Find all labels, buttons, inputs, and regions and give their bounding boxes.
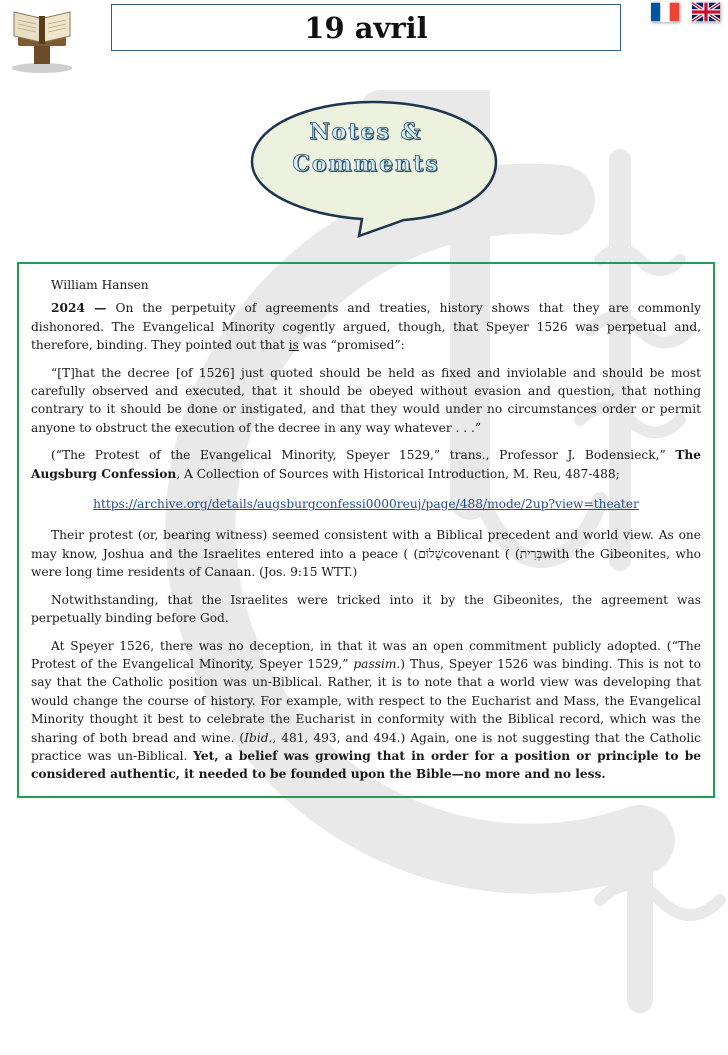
author-name: William Hansen	[51, 278, 149, 292]
citation-text-b: , A Collection of Sources with Historical Introduction, M. Reu, 487-488;	[176, 466, 620, 481]
book-title: The Augsburg Confession	[31, 448, 701, 481]
paragraph-citation	[31, 446, 701, 483]
paragraph-5: Notwithstanding, that the Israelites were tricked into it by the Gibeonites, the agreement was perpetually binding before God.	[31, 592, 701, 626]
article-box	[17, 262, 715, 798]
paragraph-6	[31, 637, 701, 784]
bubble-line-1: Notes &	[309, 119, 423, 145]
citation-text-a: (“The Protest of the Evangelical Minority, Speyer 1529,” trans., Professor J. Bodensieck,”	[51, 448, 676, 463]
underlined-word: is	[288, 338, 299, 353]
year-label: 2024 —	[51, 301, 107, 316]
link-paragraph	[31, 495, 701, 513]
paragraph-4: Their protest (or, bearing witness) seemed consistent with a Biblical precedent and world view. As one may know, Joshua and the Israelites entered into a peace ( (שָׁלוֹם‎covenant ( (בְּרִית‎with the Gibeonites, who were long time residents of Canaan. (Jos. 9:15 WTT.)	[31, 528, 701, 580]
paragraph-6-text-b: ) Thus, Speyer 1526 was binding. This is not to say that the Catholic position was un-Biblical. Rather, it is to note that a world view was developing that would change the course of history. For example, with respect to the Eucharist and Mass, the Evangelical Minority thought it best to celebrate the Eucharist in conformity with the Biblical record, which was the sharing of both bread and wine. (	[31, 656, 701, 745]
paragraph-6-text-a: At Speyer 1526, there was no deception, in that it was an open commitment publicly adopted. (“The Protest of the Evangelical Minority, Speyer 1529,”	[31, 638, 701, 671]
paragraph-1-text-b: was “promised”:	[298, 338, 405, 353]
date-title: 19 avril	[304, 10, 428, 45]
paragraph-6-text-c: , 481, 493, and 494.) Again, one is not suggesting that the Catholic practice was un-Biblical.	[31, 730, 702, 763]
bubble-line-2: Comments	[292, 151, 440, 177]
old-bible-on-stand-icon	[4, 2, 80, 74]
passim-italic: passim.	[353, 656, 401, 671]
paragraph-6-bold: Yet, a belief was growing that in order for a position or principle to be considered authentic, it needed to be founded upon the Bible—no more and no less.	[31, 748, 701, 782]
paragraph-quote: “[T]hat the decree [of 1526] just quoted should be held as fixed and inviolable and should be most carefully observed and executed, that it should be obeyed without evasion and question, that nothing contrary to it should be done or instigated, and that they would under no circumstances order or permit anyone to obstruct the execution of the decree in any way whatever . . .”	[31, 365, 701, 435]
paragraph-1	[31, 299, 701, 354]
uk-flag-icon[interactable]	[692, 2, 720, 22]
bubble-title	[244, 116, 488, 180]
archive-link[interactable]: https://archive.org/details/augsburgconfessi0000reuj/page/488/mode/2up?view=theater	[93, 497, 639, 512]
ibid-italic: Ibid.	[244, 730, 273, 745]
paragraph-1-text-a: On the perpetuity of agreements and treaties, history shows that they are commonly dishonored. The Evangelical Minority cogently argued, though, that Speyer 1526 was perpetual and, therefore, binding. They pointed out that	[31, 301, 701, 353]
french-flag-icon[interactable]	[651, 2, 679, 22]
date-header	[111, 4, 621, 51]
